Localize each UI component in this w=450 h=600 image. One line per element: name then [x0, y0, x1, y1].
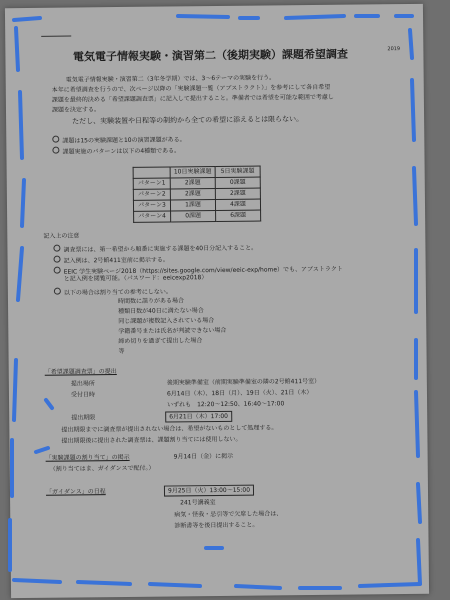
assignment-heading: 「実験課題の割り当て」の掲示 [45, 453, 130, 462]
guidance-datetime-box: 9月25日（火）13:00〜15:00 [164, 485, 254, 497]
deadline-box: 6月21日（木）17:00 [165, 411, 232, 423]
instructions-heading: 記入上の注意 [43, 232, 80, 240]
table-cell: パターン3 [133, 200, 170, 211]
assignment-date: 9月14日（金）に掲示 [173, 452, 234, 461]
bullet-text: 課題は15の実験課題と10の演習課題がある。 [62, 136, 186, 145]
guidance-heading: 「ガイダンス」の日程 [45, 488, 106, 496]
submission-place-value: 後期実験準備室（前期実験準備室の隣の2号館411号室） [166, 377, 321, 387]
circle-bullet-icon [54, 256, 61, 263]
bullet-item [52, 134, 185, 144]
table-row [133, 188, 260, 200]
table-header-row [133, 166, 260, 178]
instruction-text: 以下の場合は割り当ての参考にしない。 [63, 288, 172, 297]
table-header-cell: 10日実験課題 [170, 167, 215, 178]
table-row [134, 210, 261, 222]
submission-hours-days: 6月14日（木）、18日（月）、19日（火）、21日（木） [166, 389, 313, 398]
page-number: 2019 [387, 46, 401, 53]
deadline-label: 提出期限 [71, 414, 96, 422]
page-title: 電気電子情報実験・演習第二（後期実験）課題希望調査 [72, 47, 348, 64]
circle-bullet-icon [54, 267, 61, 274]
table-row [133, 199, 260, 211]
exclusion-item: 締め切りを過ぎて提出した場合 [118, 337, 203, 346]
header-rule [41, 36, 71, 37]
circle-bullet-icon [52, 147, 59, 154]
guidance-note: 診断書等を後日提出すること。 [174, 521, 259, 530]
table-cell: パターン2 [133, 189, 170, 200]
instruction-text: EEIC 学生実験ページ2018（https://sites.google.com/view/eeic-exp/home）でも、アブストラクト [63, 265, 343, 276]
exclusion-item: 時間数に誤りがある場合 [117, 297, 185, 306]
submission-place-label: 提出場所 [70, 380, 95, 388]
bullet-item [52, 145, 180, 155]
instruction-item [54, 255, 169, 265]
instruction-item [54, 286, 172, 296]
instruction-continuation: と記入例を閲覧可能。（パスワード：eeicexp2018） [63, 274, 208, 283]
table-cell: 0課題 [215, 177, 260, 188]
exclusion-item: 同じ課題が複数記入されている場合 [118, 317, 215, 326]
exclusion-item: 学籍番号または氏名が判読できない場合 [118, 326, 227, 336]
table-cell: 0課題 [171, 211, 216, 222]
table-cell: 2課題 [170, 189, 215, 200]
circle-bullet-icon [54, 288, 61, 295]
table-cell: パターン1 [133, 178, 170, 189]
intro-line: 本年に希望調査を行うので、次ページ以降の「実験課題一覧（アブストラクト）」を参考にして各自希望 [51, 83, 331, 94]
exclusion-item: 等 [118, 347, 125, 356]
submission-heading: 「希望課題調査票」の提出 [44, 368, 117, 376]
exclusion-item: 種類日数が40日に満たない場合 [118, 307, 204, 316]
pattern-table [133, 166, 262, 223]
guidance-room: 241号講義室 [180, 499, 216, 507]
table-header-cell: 5日実験課題 [215, 166, 260, 177]
intro-line: 課題を決定する。 [51, 106, 101, 114]
intro-line: 電気電子情報実験・演習第二（3年冬学期）では、3〜6テーマの実験を行う。 [65, 74, 276, 84]
table-cell: 1課題 [170, 200, 215, 211]
guidance-note: 病気・怪我・忌引等で欠席した場合は、 [174, 510, 283, 519]
bullet-text: 課題実施のパターンは以下の4種類である。 [62, 147, 181, 156]
circle-bullet-icon [52, 136, 59, 143]
late-note: 提出期限までに調査票が提出されない場合は、希望がないものとして処理する。 [61, 424, 278, 434]
late-note: 提出期限後に提出された調査票は、課題割り当てには使用しない。 [61, 435, 242, 445]
intro-note: ただし、実験装置や日程等の制約から全ての希望に添えるとは限らない。 [72, 115, 304, 126]
table-row [133, 177, 260, 189]
circle-bullet-icon [53, 245, 60, 252]
instruction-item [53, 243, 257, 254]
table-cell: パターン4 [134, 211, 171, 222]
submission-hours-times: いずれも 12:20〜12:50、16:40〜17:00 [167, 400, 285, 409]
instruction-text: 調査票には、第一希望から順番に実施する課題を40日分記入すること。 [63, 244, 258, 254]
table-header-cell [133, 167, 170, 178]
intro-line: 課題を最終的決める「希望課題調査票」に記入して提出すること。準備者では希望を可能な範囲で考慮し [51, 93, 334, 104]
table-cell: 2課題 [215, 188, 260, 199]
table-cell: 6課題 [216, 210, 261, 221]
assignment-note: （割り当てはま、ガイダンスで配付。） [49, 464, 155, 473]
submission-hours-label: 受付日時 [70, 391, 96, 399]
document-page [5, 4, 429, 598]
table-cell: 4課題 [215, 199, 260, 210]
table-cell: 2課題 [170, 178, 215, 189]
instruction-text: 記入例は、2号館411室前に掲示する。 [63, 256, 169, 265]
